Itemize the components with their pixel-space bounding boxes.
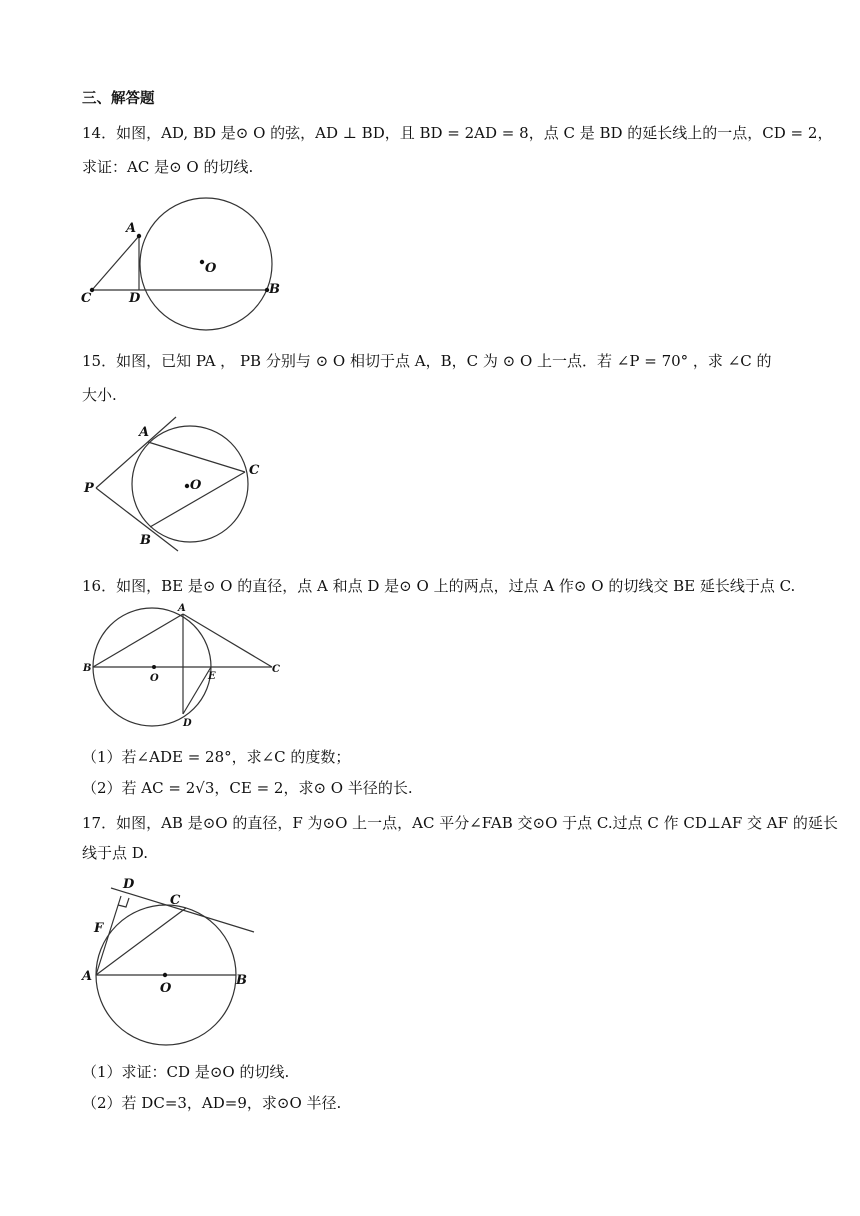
q16-point-o [152,665,156,669]
q15-text-line1: 15．如图，已知 PA ， PB 分别与 ⊙ O 相切于点 A，B，C 为 ⊙ O 上一点．若 ∠P = 70° ，求 ∠C 的 [82,352,772,370]
q16-label-b: B [83,663,92,674]
q14-label-a: A [126,221,137,236]
q17-label-a: A [82,969,93,984]
q14-label-b: B [269,282,280,297]
q16-tangent-ac [183,614,272,667]
q15-label-b: B [140,533,151,548]
q14-point-a [137,234,141,238]
q14-point-o [200,260,204,264]
q14-text-line2: 求证：AC 是⊙ O 的切线. [82,158,254,176]
q16-label-c: C [272,664,280,675]
q15-point-o [185,484,189,488]
q16-label-e: E [208,671,216,682]
q17-figure [78,872,268,1052]
section-heading: 三、解答题 [82,91,155,107]
q15-tangent-pb [96,488,178,551]
q16-label-d: D [183,718,192,729]
q16-part1: （1）若∠ADE = 28°，求∠C 的度数； [82,748,351,766]
q16-line-de [183,667,211,714]
q16-label-o: O [150,673,159,684]
q17-label-c: C [170,893,181,908]
q15-label-p: P [84,481,94,496]
q17-text-line1: 17．如图，AB 是⊙O 的直径，F 为⊙O 上一点，AC 平分∠FAB 交⊙O 于点 C.过点 C 作 CD⊥AF 交 AF 的延长 [82,814,838,832]
q16-line-ba [93,614,183,667]
q14-line-ca [92,236,139,290]
q17-label-d: D [123,877,135,892]
q14-text-line1: 14．如图，AD, BD 是⊙ O 的弦，AD ⊥ BD，且 BD = 2AD = 8，点 C 是 BD 的延长线上的一点，CD = 2， [82,124,833,142]
q16-text-line1: 16．如图，BE 是⊙ O 的直径，点 A 和点 D 是⊙ O 上的两点，过点 A 作⊙ O 的切线交 BE 延长线于点 C. [82,577,796,595]
q17-point-o [163,973,167,977]
q17-label-b: B [236,973,247,988]
q17-label-o: O [160,981,172,996]
q17-line-ac [96,908,186,975]
q14-label-o: O [205,261,217,276]
q14-label-c: C [81,291,92,306]
q15-figure [80,416,280,556]
q15-label-a: A [139,425,150,440]
q16-label-a: A [178,603,186,614]
q15-text-line2: 大小. [82,386,117,404]
q17-part2: （2）若 DC=3，AD=9，求⊙O 半径. [82,1094,342,1112]
q17-tangent-cd [111,888,254,932]
q16-part2: （2）若 AC = 2√3，CE = 2，求⊙ O 半径的长. [82,779,413,797]
q15-tangent-pa [96,417,176,488]
q15-label-o: O [190,478,202,493]
q15-label-c: C [249,463,260,478]
q15-line-ac [148,442,245,472]
q14-label-d: D [129,291,141,306]
q17-part1: （1）求证：CD 是⊙O 的切线. [82,1063,290,1081]
q16-figure [80,602,290,734]
q14-figure [78,190,288,335]
q17-label-f: F [94,921,104,936]
q17-text-line2: 线于点 D. [82,844,149,862]
